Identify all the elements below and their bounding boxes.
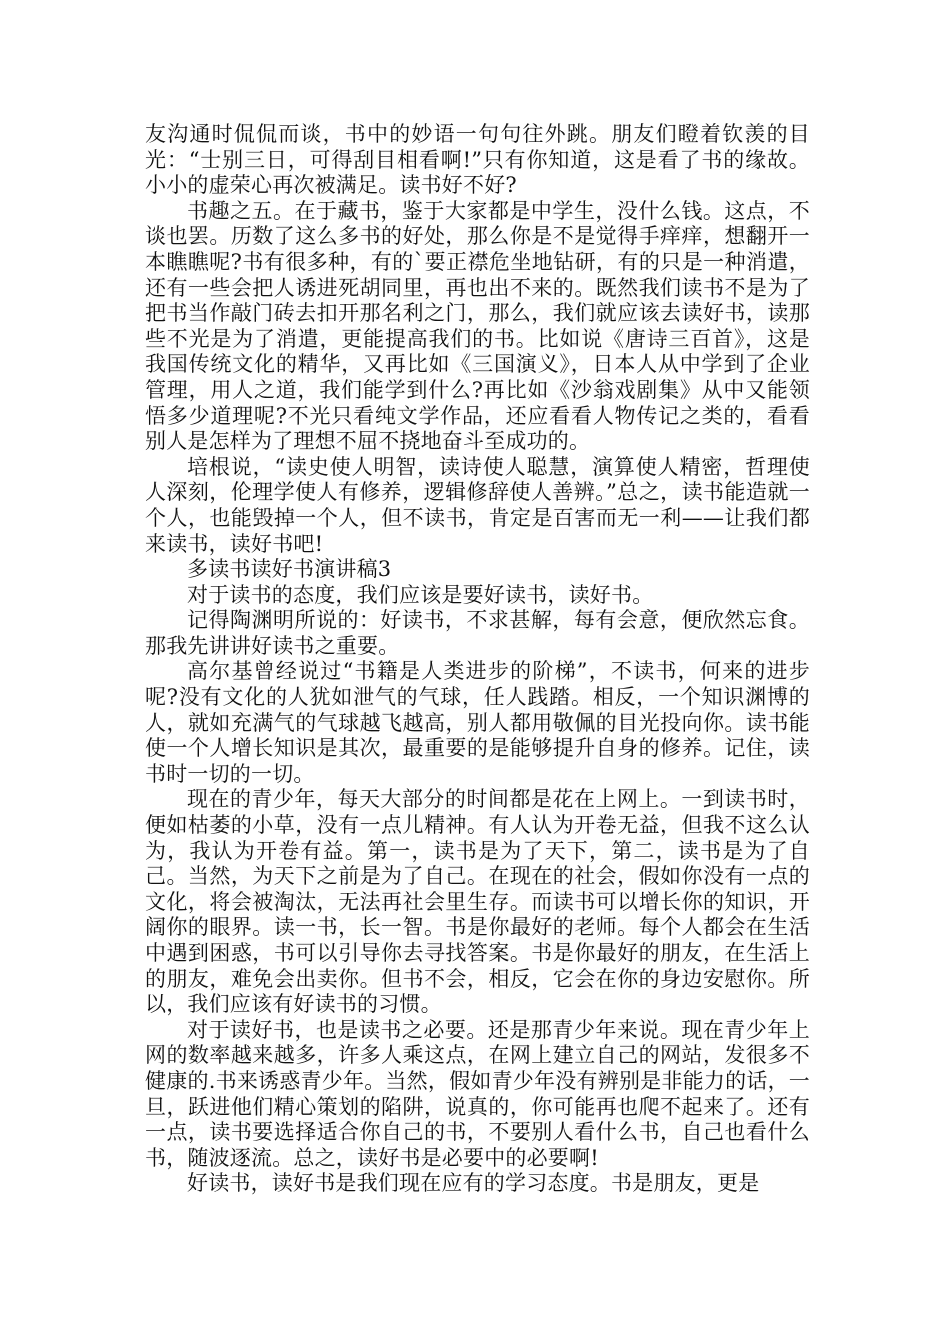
section-heading: 多读书读好书演讲稿3 (187, 557, 392, 582)
paragraph: 培根说，“读史使人明智，读诗使人聪慧，演算使人精密，哲理使人深刻，伦理学使人有修养，逻辑修辞使人善辨。”总之，读书能造就一个人，也能毁掉一个人，但不读书，肯定是百害而无一利——让我们都来读书，读好书吧! (145, 454, 810, 556)
paragraph: 友沟通时侃侃而谈，书中的妙语一句句往外跳。朋友们瞪着钦羡的目光：“士别三日，可得刮目相看啊!”只有你知道，这是看了书的缘故。小小的虚荣心再次被满足。读书好不好? (145, 122, 810, 198)
paragraph: 对于读书的态度，我们应该是要好读书，读好书。 (187, 582, 654, 607)
paragraph: 高尔基曾经说过“书籍是人类进步的阶梯”，不读书，何来的进步呢?没有文化的人犹如泄气的气球，任人践踏。相反，一个知识渊博的人，就如充满气的气球越飞越高，别人都用敬佩的目光投向你。读书能使一个人增长知识是其次，最重要的是能够提升自身的修养。记住，读书时一切的一切。 (145, 659, 810, 786)
paragraph: 记得陶渊明所说的：好读书，不求甚解，每有会意，便欣然忘食。那我先讲讲好读书之重要。 (145, 608, 810, 658)
paragraph: 书趣之五。在于藏书，鉴于大家都是中学生，没什么钱。这点，不谈也罢。历数了这么多书的好处，那么你是不是觉得手痒痒，想翻开一本瞧瞧呢?书有很多种，有的`要正襟危坐地钻研，有的只是一种消遣，还有一些会把人诱进死胡同里，再也出不来的。既然我们读书不是为了把书当作敲门砖去扣开那名利之门，那么，我们就应该去读好书，读那些不光是为了消遣，更能提高我们的书。比如说《唐诗三百首》，这是我国传统文化的精华，又再比如《三国演义》，日本人从中学到了企业管理，用人之道，我们能学到什么?再比如《沙翁戏剧集》从中又能领悟多少道理呢?不光只看纯文学作品，还应看看人物传记之类的，看看别人是怎样为了理想不屈不挠地奋斗至成功的。 (145, 198, 810, 454)
paragraph: 对于读好书，也是读书之必要。还是那青少年来说。现在青少年上网的数率越来越多，许多人乘这点，在网上建立自己的网站，发很多不健康的.书来诱惑青少年。当然，假如青少年没有辨别是非能力的话，一旦，跃进他们精心策划的陷阱，说真的，你可能再也爬不起来了。还有一点，读书要选择适合你自己的书，不要别人看什么书，自己也看什么书，随波逐流。总之，读好书是必要中的必要啊! (145, 1017, 810, 1170)
paragraph: 现在的青少年，每天大部分的时间都是花在上网上。一到读书时，便如枯萎的小草，没有一点儿精神。有人认为开卷无益，但我不这么认为，我认为开卷有益。第一，读书是为了天下，第二，读书是为了自己。当然，为天下之前是为了自己。在现在的社会，假如你没有一点的文化，将会被淘汰，无法再社会里生存。而读书可以增长你的知识，开阔你的眼界。读一书，长一智。书是你最好的老师。每个人都会在生活中遇到困惑，书可以引导你去寻找答案。书是你最好的朋友，在生活上的朋友，难免会出卖你。但书不会，相反，它会在你的身边安慰你。所以，我们应该有好读书的习惯。 (145, 787, 810, 1017)
document-body (145, 122, 810, 1197)
paragraph: 好读书，读好书是我们现在应有的学习态度。书是朋友，更是 (187, 1171, 760, 1196)
